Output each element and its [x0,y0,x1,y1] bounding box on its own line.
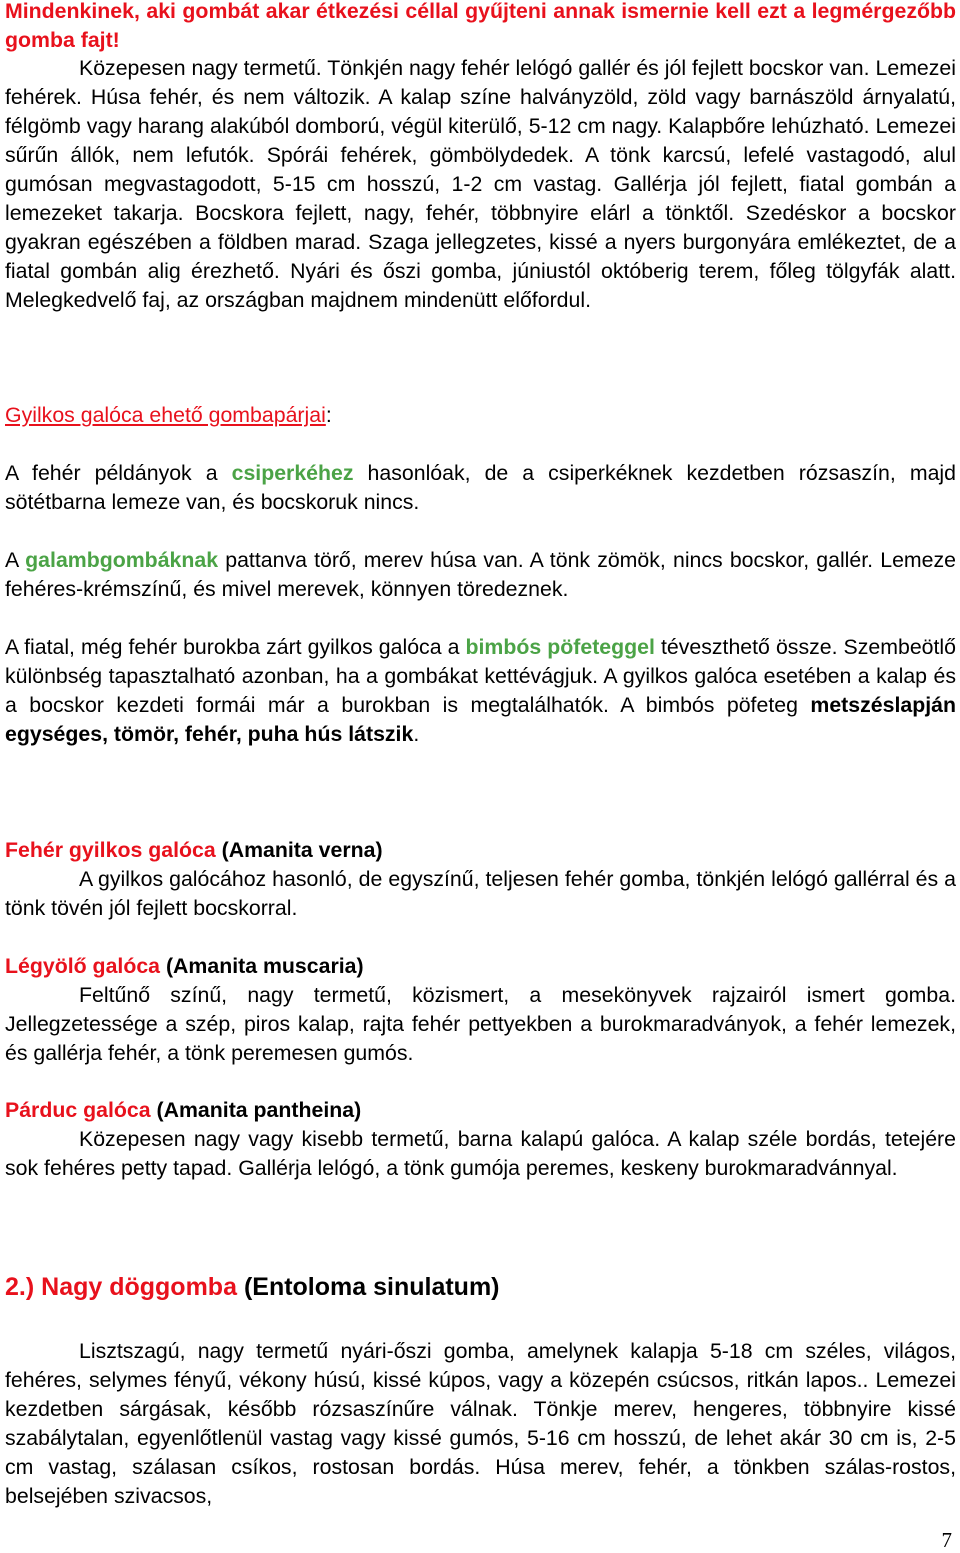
p2-text-post: pattanva törő, merev húsa van. A tönk zömök, nincs bocskor, gallér. Lemeze fehéres-krémszínű, és mivel merevek, könnyen töredeznek. [5,548,956,601]
lookalike-paragraph-3 [5,633,956,749]
species-title [5,952,956,981]
section-name: Nagy döggomba [41,1273,237,1301]
section-2-heading [5,1272,956,1302]
species-name: Fehér gyilkos galóca [5,838,216,862]
species-name: Légyölő galóca [5,954,161,978]
link-bimbos-pofeteg[interactable]: bimbós pöfeteggel [465,635,655,659]
link-galambgomba[interactable]: galambgombáknak [25,548,219,572]
p2-text-pre: A [5,548,26,572]
lookalike-paragraph-2 [5,546,956,604]
lookalike-paragraph-1 [5,459,956,517]
section-number: 2.) [5,1273,35,1301]
species-latin: (Amanita pantheina) [156,1098,362,1122]
warning-heading: Mindenkinek, aki gombát akar étkezési céllal gyűjteni annak ismernie kell ezt a legmérgezőbb gomba fajt! [5,0,956,52]
species-description: Feltűnő színű, nagy termetű, közismert, a mesekönyvek rajzairól ismert gomba. Jellegzetessége a szép, piros kalap, rajta fehér pettyekben a burokmaradványok, a fehér lemezek, és gallérja fehér, a tönk peremesen gumós. [5,983,956,1065]
species-latin: (Amanita muscaria) [165,954,364,978]
p3-text-bold: metszéslapján egységes, tömör, fehér, puha hús látszik [5,693,956,746]
lookalikes-heading-colon: : [325,403,332,427]
p3-text-pre: A fiatal, még fehér burokba zárt gyilkos galóca a [5,635,466,659]
species-name: Párduc galóca [5,1098,151,1122]
p3-text-mid: téveszthető össze. Szembeötlő különbség tapasztalható azonban, ha a gombákat kettévágjuk. A gyilkos galóca esetében a kalap és a bocskor kezdeti formái már a burokban is megtalálhatók. A bimbós pöfeteg [5,635,957,717]
link-csiperke[interactable]: csiperkéhez [231,461,354,485]
p1-text-post: hasonlóak, de a csiperkéknek kezdetben rózsaszín, majd sötétbarna lemeze van, és bocskoruk nincs. [5,461,956,514]
species-title [5,1096,956,1125]
page-number: 7 [941,1528,952,1552]
species-latin: (Amanita verna) [221,838,383,862]
species-title [5,836,956,865]
intro-description: Közepesen nagy termetű. Tönkjén nagy fehér lelógó gallér és jól fejlett bocskor van. Lemezei fehérek. Húsa fehér, és nem változik. A kalap színe halványzöld, zöld vagy barnászöld árnyalatú, félgömb vagy harang alakúból domború, végül kiterülő, 5-12 cm nagy. Kalapbőre lehúzható. Lemezei sűrűn állók, nem lefutók. Spórái fehérek, gömbölydedek. A tönk karcsú, lefelé vastagodó, alul gumósan megvastagodott, 5-15 cm hosszú, 1-2 cm vastag. Gallérja jól fejlett, fiatal gombán a lemezeket takarja. Bocskora fejlett, nagy, fehér, többnyire elárl a tönktől. Szedéskor a bocskor gyakran egészében a földben marad. Szaga jellegzetes, kissé a nyers burgonyára emlékeztet, de a fiatal gombán alig érezhető. Nyári és őszi gomba, júniustól októberig terem, főleg tölgyfák alatt. Melegkedvelő faj, az országban majdnem mindenütt előfordul. [5,56,956,312]
section-latin: (Entoloma sinulatum) [243,1273,500,1301]
p1-text-pre: A fehér példányok a [5,461,232,485]
section-2-description: Lisztszagú, nagy termetű nyári-őszi gomba, amelynek kalapja 5-18 cm széles, világos, fehéres, selymes fényű, vékony húsú, kissé kúpos, vagy a közepén csúcsos, ritkán lapos.. Lemezei kezdetben sárgásak, később rózsaszínűre válnak. Tönkje merev, hengeres, többnyire kissé szabálytalan, egyenlőtlenül vastag vagy kissé gumós, 5-16 cm hosszú, de lehet akár 30 cm is, 2-5 cm vastag, szálasan csíkos, rostosan bordás. Húsa merev, fehér, a tönkben szálas-rostos, belsejében szivacsos, [5,1339,956,1508]
species-description: A gyilkos galócához hasonló, de egyszínű, teljesen fehér gomba, tönkjén lelógó gallérral és a tönk tövén jól fejlett bocskorral. [5,867,956,920]
p3-text-end: . [413,722,420,746]
lookalikes-heading [5,401,956,430]
lookalikes-heading-link[interactable]: Gyilkos galóca ehető gombapárjai [5,403,326,427]
species-amanita-muscaria [5,952,956,1068]
species-description: Közepesen nagy vagy kisebb termetű, barna kalapú galóca. A kalap széle bordás, tetejére sok fehéres petty tapad. Gallérja lelógó, a tönk gumója peremes, keskeny burokmaradvánnyal. [5,1127,956,1180]
species-amanita-verna [5,836,956,923]
species-amanita-pantheina [5,1096,956,1183]
